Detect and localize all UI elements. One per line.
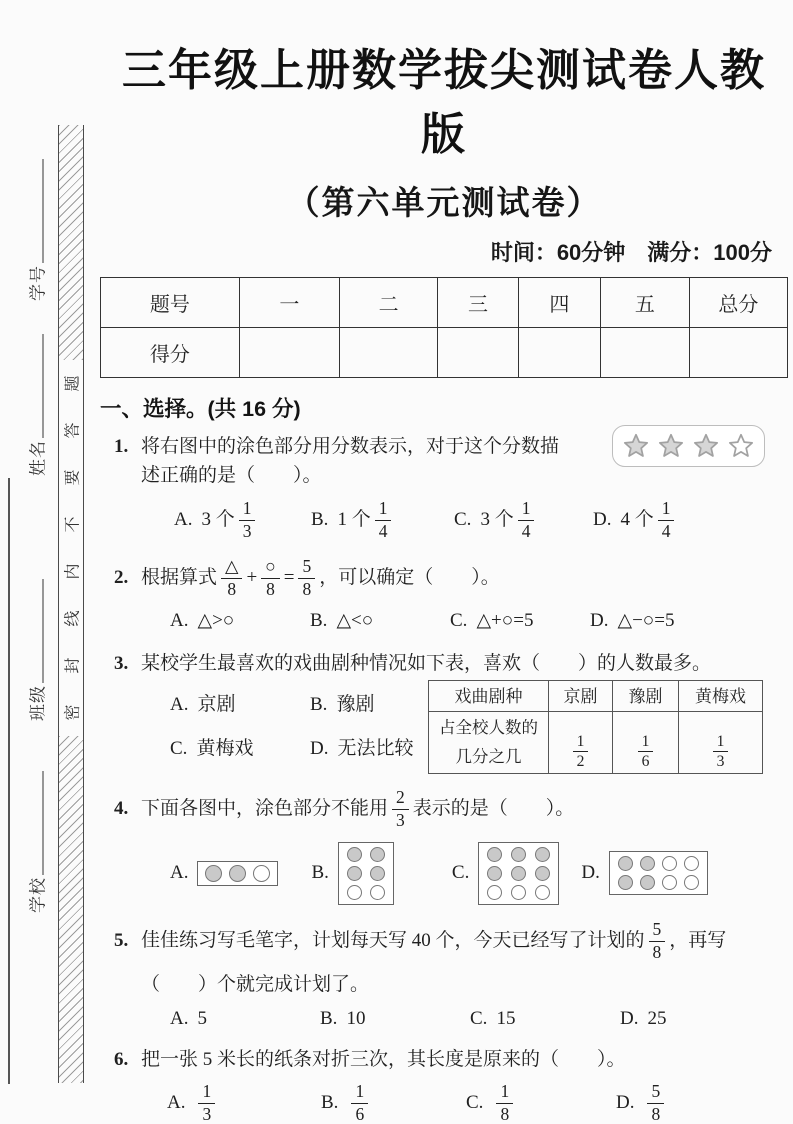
score-col-header: 四 [518,278,600,328]
opera-table-row-label: 占全校人数的 几分之几 [429,712,549,774]
opera-table-data-row [429,712,763,774]
option-a: A. 3 个 $\frac{1}{3}$ [174,499,311,541]
option-d: D. 25 [620,1008,667,1030]
seal-strip [58,125,84,1083]
class-field [24,579,49,721]
question-1 [114,433,788,541]
circle-diagram-b [338,842,394,905]
filled-circle [487,866,502,881]
option-a: A. 5 [170,1008,207,1030]
fraction: $\frac{5}{8}$ [649,920,666,962]
question-number: 4. [114,798,129,820]
score-table [100,277,788,378]
score-col-header: 三 [438,278,518,328]
seal-text [59,360,83,736]
class-blank-line [40,579,44,683]
option-b: B. △<○ [310,610,374,632]
seal-char: 题 [64,375,82,392]
option-d: D. △−○=5 [590,610,675,632]
fraction: $\frac{5}{8}$ [298,557,315,599]
option-d: D. 无法比较 [310,738,414,760]
seal-hatch-top [59,125,83,360]
fraction-cell: $\frac{1}{3}$ [679,712,763,774]
empty-circle [662,875,677,890]
opera-table-header-row [429,681,763,712]
score-col-header: 一 [239,278,339,328]
star-empty-icon [728,433,754,459]
circle-diagram-c [478,842,559,905]
student-id-blank-line [40,159,44,263]
option-c-label: C. [451,862,470,884]
filled-circle [511,847,526,862]
score-col-header: 二 [340,278,438,328]
empty-circle [684,875,699,890]
score-cell-empty [518,328,600,378]
filled-circle [535,847,550,862]
circle-diagram-a [197,861,278,886]
fraction: $\frac{2}{3}$ [392,788,409,830]
paper-title: 三年级上册数学拔尖测试卷人教版 [122,46,766,159]
question-3-stem: 3. 某校学生最喜欢的戏曲剧种情况如下表，喜欢（ ）的人数最多。 [141,650,788,679]
question-5-stem: 5. 佳佳练习写毛笔字，计划每天写 40 个，今天已经写了计划的 $\frac{5}{8}$ ，再写 [114,919,727,963]
option-a: A. △>○ [170,610,235,632]
seal-char: 答 [64,422,82,439]
school-field [24,771,49,913]
filled-circle [640,875,655,890]
filled-circle [347,866,362,881]
filled-circle [640,856,655,871]
option-d-label: D. [581,862,600,884]
filled-circle [370,847,385,862]
seal-char: 不 [64,516,82,533]
seal-char: 封 [64,657,82,674]
score-col-header: 题号 [101,278,240,328]
student-id-label: 学号 [28,265,48,301]
question-3-body [141,680,788,774]
fraction: $\frac{○}{8}$ [261,557,280,599]
question-5 [114,920,788,1033]
seal-char: 要 [64,469,82,486]
question-3 [114,650,788,775]
empty-circle [347,885,362,900]
option-c: C. 3 个 $\frac{1}{4}$ [454,499,593,541]
option-b: B. 1 个 $\frac{1}{4}$ [311,499,454,541]
opera-data-table [428,680,763,774]
filled-circle [229,865,246,882]
score-cell-empty [438,328,518,378]
school-label: 学校 [28,877,48,913]
time-score-info: 时间：60分钟 满分：100分 [490,240,772,265]
questions-section [100,433,788,1124]
question-2-options [170,607,788,636]
filled-circle [205,865,222,882]
student-name-field [24,334,49,476]
question-number: 3. [114,652,129,674]
option-b: B. $\frac{1}{6}$ [321,1082,466,1124]
score-cell-empty [601,328,690,378]
filled-circle [618,856,633,871]
option-a: A. $\frac{1}{3}$ [167,1082,321,1124]
question-number: 1. [114,436,129,457]
empty-circle [253,865,270,882]
score-table-score-row [101,328,788,378]
paper-main [100,0,788,1124]
opera-table-header: 黄梅戏 [679,681,763,712]
score-table-header-row [101,278,788,328]
question-6 [114,1046,788,1124]
seal-char: 密 [64,704,82,721]
question-4-diagrams [170,840,788,906]
school-blank-line [40,771,44,875]
option-c: C. $\frac{1}{8}$ [466,1082,616,1124]
star-filled-icon [658,433,684,459]
fraction-cell: $\frac{1}{2}$ [549,712,613,774]
filled-circle [487,847,502,862]
question-2-stem: 2. 根据算式 $\frac{\triangle}{8}$ + $\frac{○}{8}$ = $\frac{5}{8}$ ，可以确定（ ）。 [114,556,500,599]
filled-circle [347,847,362,862]
question-6-stem: 6. 把一张 5 米长的纸条对折三次，其长度是原来的（ ）。 [141,1046,788,1075]
empty-circle [535,885,550,900]
page-edge-line [8,478,10,1084]
score-row-label: 得分 [101,328,240,378]
question-3-options [170,691,428,764]
class-label: 班级 [28,685,48,721]
option-c: C. 15 [470,1008,516,1030]
filled-circle [370,866,385,881]
question-5-options [170,1005,788,1034]
question-1-stem: 1. 将右图中的涂色部分用分数表示，对于这个分数描 [141,433,598,462]
question-2 [114,557,788,636]
seal-char: 内 [64,563,82,580]
option-c: C. 黄梅戏 [170,738,254,760]
option-a: A. 京剧 [170,693,236,715]
question-6-options [167,1082,788,1124]
filled-circle [618,875,633,890]
empty-circle [662,856,677,871]
opera-table-header: 豫剧 [613,681,679,712]
score-col-header: 总分 [689,278,787,328]
opera-table-header: 戏曲剧种 [429,681,549,712]
score-cell-empty [239,328,339,378]
fraction: $\frac{\triangle}{8}$ [221,557,242,599]
option-b-label: B. [311,862,329,884]
student-name-label: 姓名 [28,440,48,476]
question-1-stem-line2: 述正确的是（ ）。 [141,464,322,486]
question-number: 5. [114,930,129,952]
circle-diagram-d [609,851,708,895]
score-cell-empty [689,328,787,378]
option-b: B. 豫剧 [310,693,375,715]
star-filled-icon [623,433,649,459]
paper-subtitle: （第六单元测试卷） [286,184,602,221]
student-name-blank-line [40,334,44,438]
section-heading: 一、选择。(共 16 分) [100,397,301,421]
empty-circle [684,856,699,871]
question-4 [114,788,788,906]
option-d: D. $\frac{5}{8}$ [616,1082,788,1124]
filled-circle [535,866,550,881]
score-cell-empty [340,328,438,378]
student-id-field [24,159,49,301]
seal-hatch-bottom [59,736,83,1083]
question-4-stem: 4. 下面各图中，涂色部分不能用 $\frac{2}{3}$ 表示的是（ ）。 [114,787,575,830]
question-number: 2. [114,566,129,588]
fraction-cell: $\frac{1}{6}$ [613,712,679,774]
empty-circle [487,885,502,900]
option-b: B. 10 [320,1008,366,1030]
option-a-label: A. [170,862,189,884]
score-col-header: 五 [601,278,690,328]
question-1-options [174,499,788,541]
question-number: 6. [114,1048,129,1070]
question-5-stem-line2: （ ）个就完成计划了。 [141,973,370,995]
option-c: C. △+○=5 [450,610,534,632]
empty-circle [511,885,526,900]
option-d: D. 4 个 $\frac{1}{4}$ [593,499,788,541]
stars-box [612,425,765,467]
star-filled-icon [693,433,719,459]
filled-circle [511,866,526,881]
seal-char: 线 [64,610,82,627]
empty-circle [370,885,385,900]
opera-table-header: 京剧 [549,681,613,712]
